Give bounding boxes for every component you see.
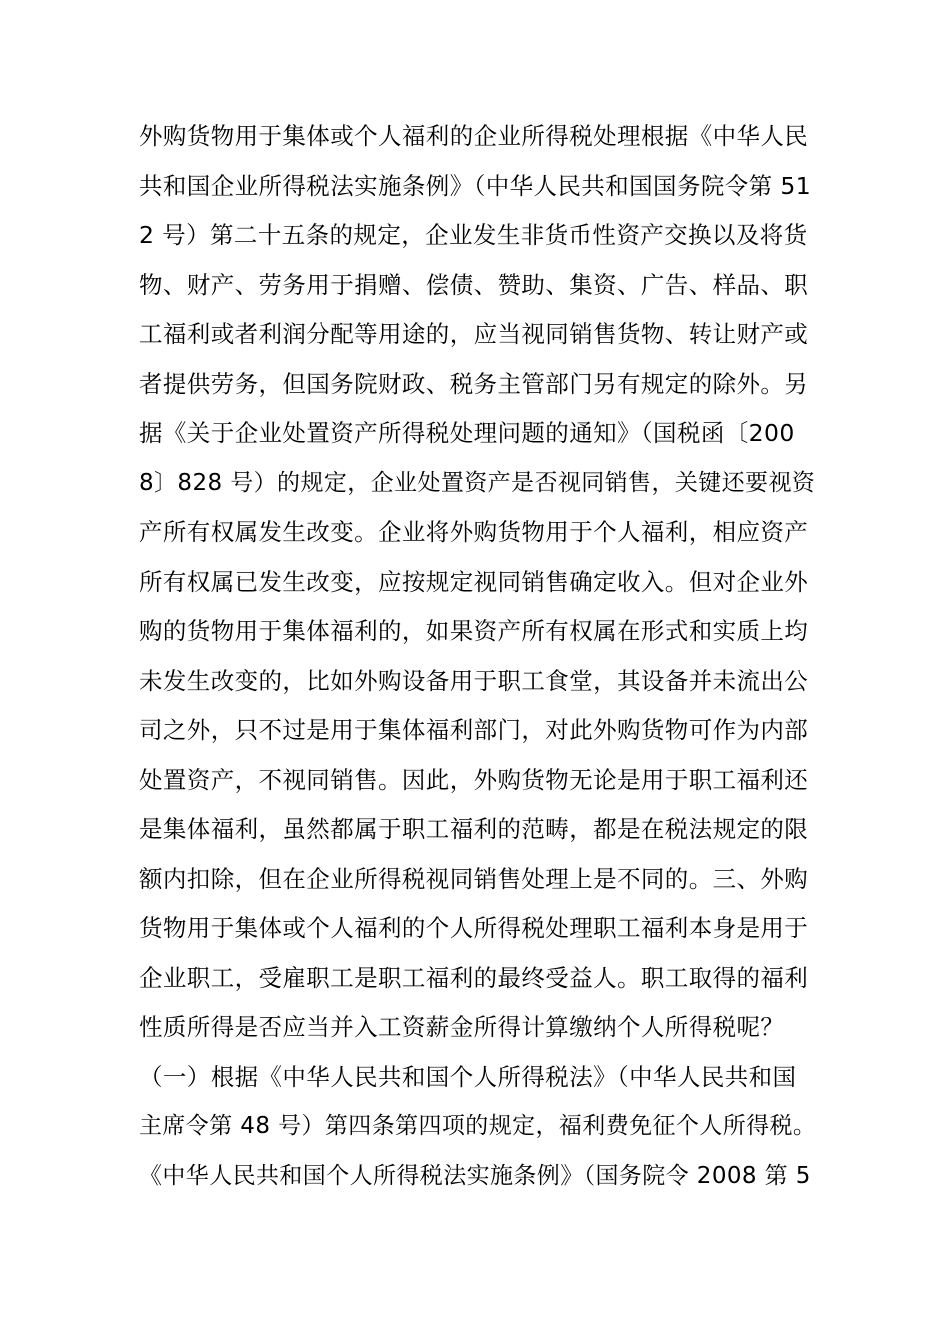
text-line: 外购货物用于集体或个人福利的企业所得税处理根据《中华人民 <box>139 122 809 150</box>
text-line: 共和国企业所得税法实施条例》（中华人民共和国国务院令第 51 <box>139 171 812 200</box>
text-line: 所有权属已发生改变，应按规定视同销售确定收入。但对企业外 <box>139 567 809 596</box>
text-line: 8〕828 号）的规定，企业处置资产是否视同销售，关键还要视资 <box>139 469 816 496</box>
text-line: 物、财产、劳务用于捐赠、偿债、赞助、集资、广告、样品、职 <box>139 270 809 299</box>
text-line: 《中华人民共和国个人所得税法实施条例》（国务院令 2008 第 5 <box>139 1162 811 1189</box>
text-line: 企业职工，受雇职工是职工福利的最终受益人。职工取得的福利 <box>139 963 809 992</box>
text-line: 2 号）第二十五条的规定，企业发生非货币性资产交换以及将货 <box>139 221 808 249</box>
text-line: 主席令第 48 号）第四条第四项的规定，福利费免征个人所得税。 <box>139 1113 817 1139</box>
text-line: 产所有权属发生改变。企业将外购货物用于个人福利，相应资产 <box>139 518 809 546</box>
text-line: （一）根据《中华人民共和国个人所得税法》（中华人民共和国 <box>139 1062 797 1091</box>
text-line: 司之外，只不过是用于集体福利部门，对此外购货物可作为内部 <box>139 716 809 744</box>
text-line: 是集体福利，虽然都属于职工福利的范畴，都是在税法规定的限 <box>139 815 809 843</box>
text-line: 据《关于企业处置资产所得税处理问题的通知》（国税函〔200 <box>139 419 795 447</box>
text-line: 处置资产，不视同销售。因此，外购货物无论是用于职工福利还 <box>139 765 809 794</box>
text-line: 者提供劳务，但国务院财政、税务主管部门另有规定的除外。另 <box>139 369 809 398</box>
text-line: 货物用于集体或个人福利的个人所得税处理职工福利本身是用于 <box>139 914 809 942</box>
text-line: 额内扣除，但在企业所得税视同销售处理上是不同的。三、外购 <box>139 864 809 893</box>
text-line: 性质所得是否应当并入工资薪金所得计算缴纳个人所得税呢？ <box>139 1013 785 1041</box>
text-line: 未发生改变的，比如外购设备用于职工食堂，其设备并未流出公 <box>139 666 809 695</box>
text-line: 购的货物用于集体福利的，如果资产所有权属在形式和实质上均 <box>139 617 809 645</box>
body-text <box>139 116 819 1205</box>
text-line: 工福利或者利润分配等用途的，应当视同销售货物、转让财产或 <box>139 320 809 348</box>
